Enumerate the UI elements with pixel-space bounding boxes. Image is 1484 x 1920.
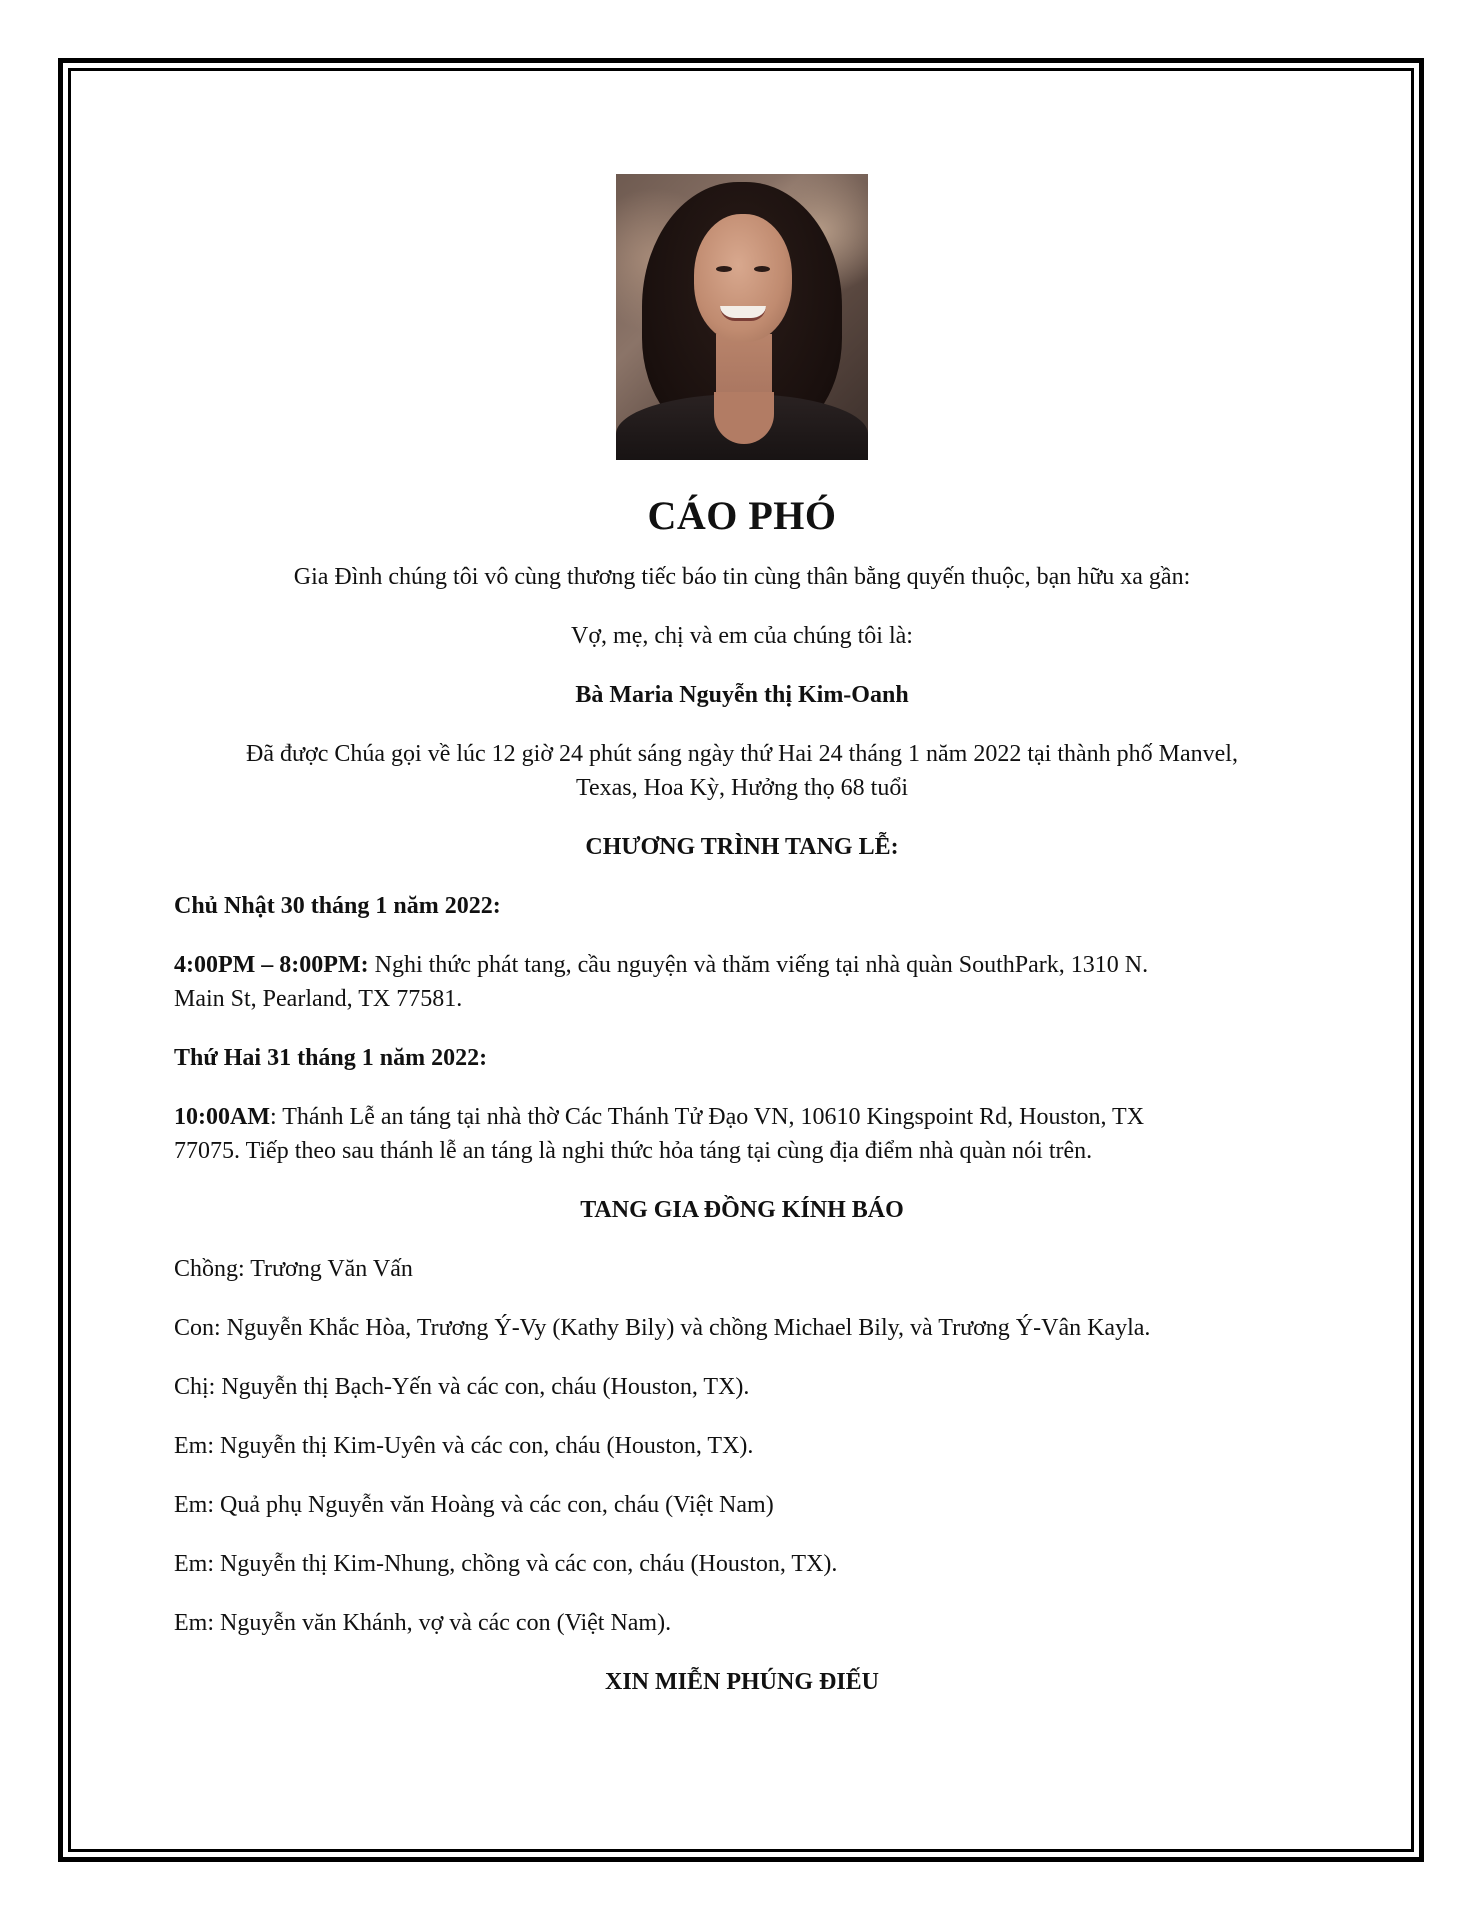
passing-text xyxy=(174,737,1310,805)
family-member-sibling-4: Em: Nguyễn văn Khánh, vợ và các con (Việt Nam). xyxy=(174,1610,672,1636)
day1-line-1 xyxy=(174,948,1310,982)
family-member-sibling-3: Em: Nguyễn thị Kim-Nhung, chồng và các con, cháu (Houston, TX). xyxy=(174,1551,838,1577)
day2-line-2: 77075. Tiếp theo sau thánh lễ an táng là nghi thức hỏa táng tại cùng địa điểm nhà quàn nói trên. xyxy=(174,1138,1093,1164)
closing-text: XIN MIỄN PHÚNG ĐIẾU xyxy=(604,1669,879,1695)
passing-line-2: Texas, Hoa Kỳ, Hưởng thọ 68 tuổi xyxy=(576,775,908,801)
day1-time: 4:00PM – 8:00PM: xyxy=(174,952,369,978)
family-member-sibling-1: Em: Nguyễn thị Kim-Uyên và các con, cháu (Houston, TX). xyxy=(174,1433,754,1459)
deceased-name: Bà Maria Nguyễn thị Kim-Oanh xyxy=(575,682,909,708)
family-member-sibling-2: Em: Quả phụ Nguyễn văn Hoàng và các con, cháu (Việt Nam) xyxy=(174,1492,774,1518)
portrait-eye-right xyxy=(754,266,770,272)
day1-date: Chủ Nhật 30 tháng 1 năm 2022: xyxy=(174,893,501,919)
family-member-husband: Chồng: Trương Văn Vấn xyxy=(174,1256,413,1282)
day1-line-2: Main St, Pearland, TX 77581. xyxy=(174,986,463,1012)
day2-date: Thứ Hai 31 tháng 1 năm 2022: xyxy=(174,1045,488,1071)
family-member-older-sister: Chị: Nguyễn thị Bạch-Yến và các con, cháu (Houston, TX). xyxy=(174,1374,750,1400)
day1-schedule xyxy=(174,948,1310,1016)
program-heading: CHƯƠNG TRÌNH TANG LỄ: xyxy=(585,834,899,860)
day1-description: Nghi thức phát tang, cầu nguyện và thăm viếng tại nhà quàn SouthPark, 1310 N. xyxy=(368,952,1149,978)
portrait-photo xyxy=(616,174,868,460)
day2-time: 10:00AM xyxy=(174,1104,270,1130)
day2-line-1 xyxy=(174,1100,1310,1134)
page-title: CÁO PHÓ xyxy=(647,493,837,538)
portrait-eye-left xyxy=(716,266,732,272)
family-heading: TANG GIA ĐỒNG KÍNH BÁO xyxy=(580,1197,904,1223)
family-member-children: Con: Nguyễn Khắc Hòa, Trương Ý-Vy (Kathy Bily) và chồng Michael Bily, và Trương Ý-Vân Kayla. xyxy=(174,1315,1151,1341)
portrait-face xyxy=(694,214,792,342)
passing-line-1: Đã được Chúa gọi về lúc 12 giờ 24 phút sáng ngày thứ Hai 24 tháng 1 năm 2022 tại thành phố Manvel, xyxy=(246,741,1238,767)
intro-text: Gia Đình chúng tôi vô cùng thương tiếc báo tin cùng thân bằng quyến thuộc, bạn hữu xa gần: xyxy=(293,564,1191,590)
obituary-content xyxy=(174,174,1310,1699)
relation-text: Vợ, mẹ, chị và em của chúng tôi là: xyxy=(571,623,913,649)
day2-description: : Thánh Lễ an táng tại nhà thờ Các Thánh Tử Đạo VN, 10610 Kingspoint Rd, Houston, TX xyxy=(269,1104,1145,1130)
day2-schedule xyxy=(174,1100,1310,1168)
